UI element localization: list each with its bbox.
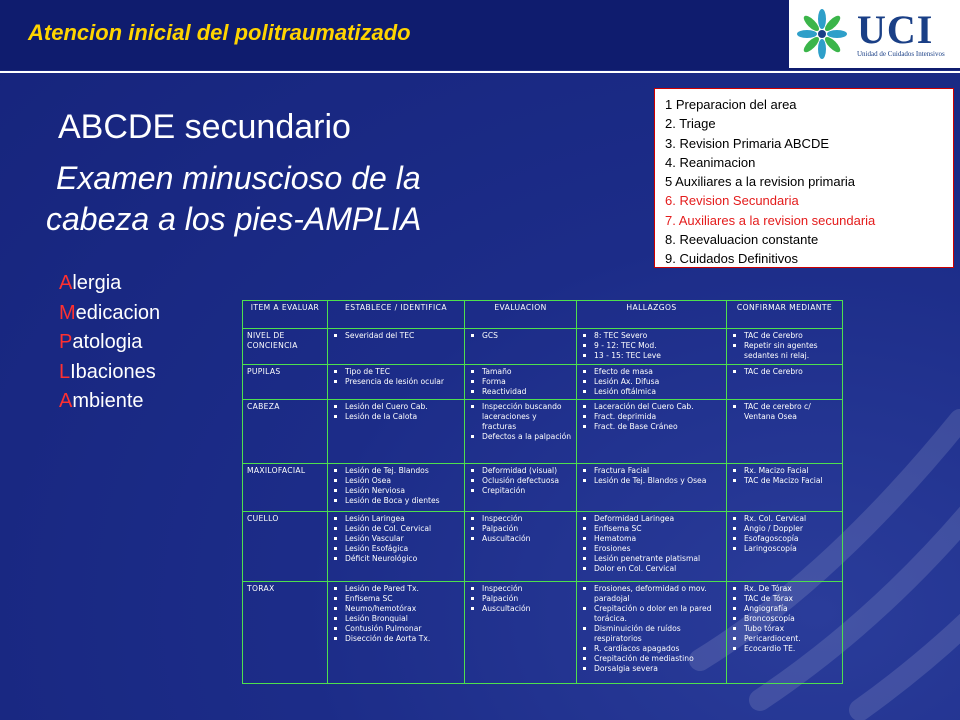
- bullet-item: 9 - 12: TEC Mod.: [581, 341, 722, 351]
- bullet-item: Hematoma: [581, 534, 722, 544]
- amplia-initial: A: [59, 272, 73, 294]
- amplia-item: [59, 387, 160, 417]
- bullet-item: Fract. de Base Cráneo: [581, 422, 722, 432]
- bullet-item: TAC de cerebro c/ Ventana Osea: [731, 402, 838, 422]
- subtitle-line-2: cabeza a los pies-AMPLIA: [46, 201, 422, 237]
- bullet-item: Lesión de Pared Tx.: [332, 584, 460, 594]
- bullet-list: [469, 367, 572, 397]
- bullet-item: Defectos a la palpación: [469, 432, 572, 442]
- bullet-item: Fract. deprimida: [581, 412, 722, 422]
- table-row: [243, 365, 843, 400]
- bullet-item: Lesión Bronquial: [332, 614, 460, 624]
- bullet-list: [469, 402, 572, 442]
- bullet-item: Lesión de Tej. Blandos y Osea: [581, 476, 722, 486]
- amplia-mnemonic: [59, 269, 160, 417]
- table-cell-hallazgos: [577, 464, 727, 512]
- step-item: 5 Auxiliares a la revision primaria: [665, 174, 856, 190]
- bullet-item: GCS: [469, 331, 572, 341]
- amplia-word: Ibaciones: [70, 360, 156, 383]
- table-header-cell: HALLAZGOS: [577, 301, 727, 329]
- bullet-list: [332, 514, 460, 564]
- bullet-list: [731, 331, 838, 361]
- bullet-item: Deformidad (visual): [469, 466, 572, 476]
- table-cell-confirmar: [727, 365, 843, 400]
- steps-list: [654, 88, 954, 268]
- bullet-item: Dolor en Col. Cervical: [581, 564, 722, 574]
- amplia-item: [59, 358, 160, 388]
- table-row-label: NIVEL DE CONCIENCIA: [243, 329, 328, 365]
- bullet-item: Neumo/hemotórax: [332, 604, 460, 614]
- bullet-list: [731, 584, 838, 654]
- table-cell-hallazgos: [577, 582, 727, 684]
- bullet-item: Esofagoscopía: [731, 534, 838, 544]
- table-cell-establece: [328, 400, 465, 464]
- table-cell-evaluacion: [465, 464, 577, 512]
- bullet-item: TAC de Cerebro: [731, 367, 838, 377]
- amplia-item: [59, 328, 160, 358]
- bullet-list: [469, 514, 572, 544]
- bullet-item: Angio / Doppler: [731, 524, 838, 534]
- bullet-item: 13 - 15: TEC Leve: [581, 351, 722, 361]
- table-row: [243, 464, 843, 512]
- table-cell-evaluacion: [465, 329, 577, 365]
- bullet-list: [332, 466, 460, 506]
- bullet-item: Dorsalgia severa: [581, 664, 722, 674]
- bullet-item: Crepitación de mediastino: [581, 654, 722, 664]
- bullet-item: R. cardíacos apagados: [581, 644, 722, 654]
- bullet-item: TAC de Cerebro: [731, 331, 838, 341]
- uci-logo: [789, 0, 960, 68]
- table-cell-confirmar: [727, 400, 843, 464]
- table-header-cell: CONFIRMAR MEDIANTE: [727, 301, 843, 329]
- bullet-list: [332, 367, 460, 387]
- bullet-item: Déficit Neurológico: [332, 554, 460, 564]
- amplia-initial: M: [59, 301, 76, 324]
- table-cell-evaluacion: [465, 365, 577, 400]
- slide-subtitle: [46, 158, 516, 240]
- bullet-item: Inspección: [469, 514, 572, 524]
- bullet-item: Lesión de Boca y dientes: [332, 496, 460, 506]
- table-cell-establece: [328, 464, 465, 512]
- bullet-item: Tamaño: [469, 367, 572, 377]
- table-header-cell: ITEM A EVALUAR: [243, 301, 328, 329]
- bullet-item: Enfisema SC: [581, 524, 722, 534]
- bullet-item: Rx. Col. Cervical: [731, 514, 838, 524]
- table-cell-establece: [328, 582, 465, 684]
- bullet-list: [469, 584, 572, 614]
- table-cell-evaluacion: [465, 512, 577, 582]
- bullet-item: Reactividad: [469, 387, 572, 397]
- bullet-item: Severidad del TEC: [332, 331, 460, 341]
- table-cell-confirmar: [727, 464, 843, 512]
- bullet-item: Lesión Laringea: [332, 514, 460, 524]
- bullet-item: Lesión Nerviosa: [332, 486, 460, 496]
- bullet-item: Rx. Macizo Facial: [731, 466, 838, 476]
- bullet-item: Broncoscopía: [731, 614, 838, 624]
- bullet-list: [332, 584, 460, 644]
- amplia-item: [59, 269, 160, 299]
- step-item: 3. Revision Primaria ABCDE: [665, 135, 829, 151]
- bullet-item: Tipo de TEC: [332, 367, 460, 377]
- bullet-item: Lesión Esofágica: [332, 544, 460, 554]
- table-cell-hallazgos: [577, 400, 727, 464]
- amplia-initial: A: [59, 390, 73, 412]
- bullet-item: Auscultación: [469, 604, 572, 614]
- bullet-item: Tubo tórax: [731, 624, 838, 634]
- bullet-item: Lesión Ax. Difusa: [581, 377, 722, 387]
- bullet-item: Enfisema SC: [332, 594, 460, 604]
- amplia-initial: L: [59, 360, 71, 383]
- table-cell-establece: [328, 329, 465, 365]
- bullet-item: Laringoscopía: [731, 544, 838, 554]
- bullet-item: Lesión de Col. Cervical: [332, 524, 460, 534]
- bullet-item: Lesión oftálmica: [581, 387, 722, 397]
- bullet-item: Fractura Facial: [581, 466, 722, 476]
- step-item: 8. Reevaluacion constante: [665, 232, 819, 248]
- bullet-item: Auscultación: [469, 534, 572, 544]
- table-header-row: [243, 301, 843, 329]
- bullet-item: Efecto de masa: [581, 367, 722, 377]
- bullet-item: Lesión de Tej. Blandos: [332, 466, 460, 476]
- bullet-item: Repetir sin agentes sedantes ni relaj.: [731, 341, 838, 361]
- step-item: 1 Preparacion del area: [665, 97, 797, 112]
- bullet-item: TAC de Macizo Facial: [731, 476, 838, 486]
- amplia-item: [59, 299, 160, 329]
- bullet-item: Inspección: [469, 584, 572, 594]
- amplia-initial: P: [59, 331, 73, 353]
- table-row: [243, 512, 843, 582]
- bullet-item: Erosiones: [581, 544, 722, 554]
- bullet-item: Angiografía: [731, 604, 838, 614]
- table-row: [243, 400, 843, 464]
- step-item-highlighted: 7. Auxiliares a la revision secundaria: [665, 212, 876, 228]
- bullet-item: Palpación: [469, 594, 572, 604]
- bullet-list: [581, 466, 722, 486]
- step-item: 2. Triage: [665, 116, 716, 132]
- table-row-label: MAXILOFACIAL: [243, 464, 328, 512]
- table-cell-evaluacion: [465, 582, 577, 684]
- table-row-label: PUPILAS: [243, 365, 328, 400]
- amplia-word: atologia: [72, 331, 143, 353]
- bullet-item: Rx. De Tórax: [731, 584, 838, 594]
- bullet-item: Crepitación o dolor en la pared torácica.: [581, 604, 722, 624]
- logo-name: UCI: [857, 6, 934, 52]
- bullet-item: Disminuición de ruídos respiratorios: [581, 624, 722, 644]
- amplia-word: edicacion: [75, 301, 161, 324]
- table-row-label: TORAX: [243, 582, 328, 684]
- bullet-item: Erosiones, deformidad o mov. paradojal: [581, 584, 722, 604]
- table-cell-establece: [328, 365, 465, 400]
- table-row-label: CABEZA: [243, 400, 328, 464]
- bullet-list: [731, 402, 838, 422]
- secondary-survey-table: [242, 300, 843, 684]
- bullet-item: Forma: [469, 377, 572, 387]
- bullet-item: TAC de Tórax: [731, 594, 838, 604]
- bullet-item: Crepitación: [469, 486, 572, 496]
- bullet-item: 8: TEC Severo: [581, 331, 722, 341]
- bullet-list: [731, 514, 838, 554]
- amplia-word: lergia: [72, 272, 122, 294]
- table-row: [243, 582, 843, 684]
- bullet-list: [581, 584, 722, 674]
- table-cell-confirmar: [727, 329, 843, 365]
- bullet-item: Oclusión defectuosa: [469, 476, 572, 486]
- bullet-item: Lesión penetrante platismal: [581, 554, 722, 564]
- subtitle-line-1: Examen minuscioso de la: [56, 160, 421, 196]
- bullet-list: [332, 331, 460, 341]
- step-item-highlighted: 6. Revision Secundaria: [665, 193, 799, 209]
- table-cell-hallazgos: [577, 365, 727, 400]
- bullet-list: [469, 466, 572, 496]
- table-cell-hallazgos: [577, 329, 727, 365]
- bullet-item: Presencia de lesión ocular: [332, 377, 460, 387]
- logo-subtitle: Unidad de Cuidados Intensivos: [857, 49, 945, 58]
- bullet-list: [469, 331, 572, 341]
- bullet-item: Lesión del Cuero Cab.: [332, 402, 460, 412]
- table-cell-confirmar: [727, 582, 843, 684]
- snowflake-logo-icon: [795, 7, 849, 61]
- header-divider: [0, 71, 960, 73]
- bullet-list: [581, 331, 722, 361]
- bullet-item: Ecocardio TE.: [731, 644, 838, 654]
- bullet-list: [581, 367, 722, 397]
- bullet-list: [581, 514, 722, 574]
- table-row: [243, 329, 843, 365]
- bullet-item: Disección de Aorta Tx.: [332, 634, 460, 644]
- bullet-item: Palpación: [469, 524, 572, 534]
- bullet-item: Lesión de la Calota: [332, 412, 460, 422]
- bullet-list: [731, 367, 838, 377]
- bullet-item: Inspección buscando laceraciones y fracturas: [469, 402, 572, 432]
- bullet-item: Deformidad Laringea: [581, 514, 722, 524]
- table-cell-confirmar: [727, 512, 843, 582]
- bullet-item: Laceración del Cuero Cab.: [581, 402, 722, 412]
- bullet-list: [332, 402, 460, 422]
- bullet-list: [581, 402, 722, 432]
- bullet-item: Lesión Vascular: [332, 534, 460, 544]
- table-header-cell: EVALUACION: [465, 301, 577, 329]
- step-item: 4. Reanimacion: [665, 154, 756, 170]
- bullet-item: Contusión Pulmonar: [332, 624, 460, 634]
- table-row-label: CUELLO: [243, 512, 328, 582]
- table-cell-hallazgos: [577, 512, 727, 582]
- bullet-item: Lesión Osea: [332, 476, 460, 486]
- bullet-list: [731, 466, 838, 486]
- table-header-cell: ESTABLECE / IDENTIFICA: [328, 301, 465, 329]
- slide-title: ABCDE secundario: [58, 108, 351, 146]
- header-title: Atencion inicial del politraumatizado: [28, 20, 411, 45]
- amplia-word: mbiente: [72, 390, 144, 412]
- table-cell-establece: [328, 512, 465, 582]
- table-cell-evaluacion: [465, 400, 577, 464]
- bullet-item: Pericardiocent.: [731, 634, 838, 644]
- step-item: 9. Cuidados Definitivos: [665, 251, 798, 267]
